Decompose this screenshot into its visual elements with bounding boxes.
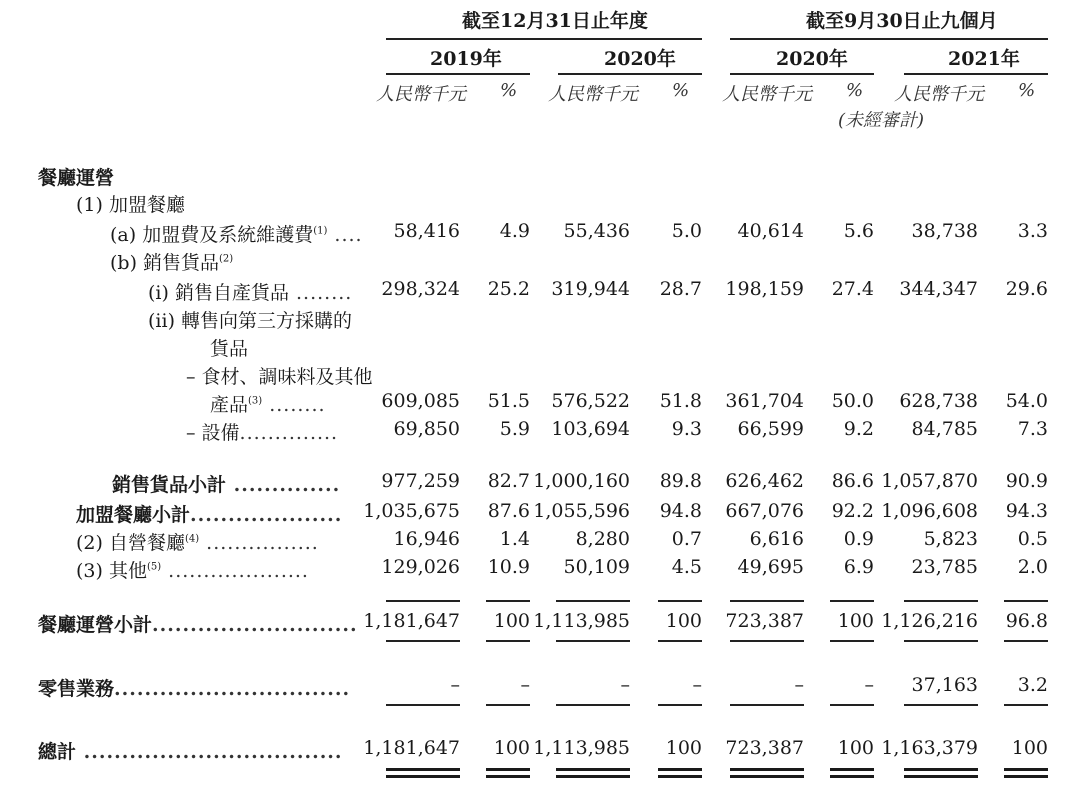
- row-label-self-produced: (i) 銷售自產貨品 ........: [148, 282, 353, 304]
- table-cell: 0.5: [1017, 528, 1048, 550]
- ops-rule-4: [658, 640, 702, 642]
- table-cell: 86.6: [831, 470, 874, 492]
- subtotal-rule-5: [730, 600, 804, 602]
- table-cell: 667,076: [725, 500, 804, 522]
- table-cell: 92.2: [831, 500, 874, 522]
- table-cell: 5.0: [671, 220, 702, 242]
- row-label-goods-subtotal: 銷售貨品小計 ..............: [112, 474, 341, 496]
- table-cell: 9.3: [671, 418, 702, 440]
- table-cell: 1,055,596: [533, 500, 630, 522]
- retail-rule-1: [386, 704, 460, 706]
- table-cell: 94.8: [659, 500, 702, 522]
- table-cell: 100: [493, 737, 530, 759]
- period-year-header: 截至12月31日止年度: [462, 10, 648, 32]
- table-cell: 87.6: [487, 500, 530, 522]
- total-double-rule-5b: [730, 775, 804, 778]
- total-double-rule-3a: [556, 768, 630, 771]
- ops-rule-1: [386, 640, 460, 642]
- total-double-rule-6b: [830, 775, 874, 778]
- total-double-rule-4b: [658, 775, 702, 778]
- table-cell: 27.4: [831, 278, 874, 300]
- subtotal-rule-4: [658, 600, 702, 602]
- table-cell: 100: [493, 610, 530, 632]
- table-cell: 25.2: [487, 278, 530, 300]
- table-cell: 6.9: [843, 556, 874, 578]
- period-year-rule: [386, 38, 702, 40]
- table-cell: 9.2: [843, 418, 874, 440]
- row-label-total: 總計 ..................................: [38, 741, 343, 763]
- table-cell: 94.3: [1005, 500, 1048, 522]
- table-cell: 100: [837, 737, 874, 759]
- table-cell: 6,616: [749, 528, 804, 550]
- table-cell: 1,163,379: [881, 737, 978, 759]
- table-cell: 5.6: [843, 220, 874, 242]
- year-header-2019: 2019年: [430, 48, 502, 70]
- period-nine-month-header: 截至9月30日止九個月: [806, 10, 998, 32]
- table-cell: 28.7: [659, 278, 702, 300]
- table-cell: 50,109: [563, 556, 630, 578]
- unit-rmb-2020: 人民幣千元: [548, 84, 638, 105]
- table-cell: 129,026: [381, 556, 460, 578]
- row-label-resale-goods: 貨品: [210, 338, 249, 360]
- table-cell: 1,181,647: [363, 610, 460, 632]
- unit-rmb-2019: 人民幣千元: [376, 84, 466, 105]
- table-cell: –: [520, 674, 530, 696]
- year-header-2020-nine: 2020年: [776, 48, 848, 70]
- table-cell: 576,522: [551, 390, 630, 412]
- table-cell: 100: [665, 610, 702, 632]
- row-label-retail: 零售業務...............................: [38, 678, 351, 700]
- year-rule-2019: [386, 73, 530, 75]
- table-cell: 5.9: [499, 418, 530, 440]
- total-double-rule-8b: [1004, 775, 1048, 778]
- table-cell: 1,000,160: [533, 470, 630, 492]
- retail-rule-8: [1004, 704, 1048, 706]
- table-cell: 50.0: [831, 390, 874, 412]
- table-cell: 16,946: [393, 528, 460, 550]
- table-cell: 609,085: [381, 390, 460, 412]
- table-cell: 628,738: [899, 390, 978, 412]
- table-cell: 29.6: [1005, 278, 1048, 300]
- retail-rule-2: [486, 704, 530, 706]
- year-rule-2020: [558, 73, 702, 75]
- table-cell: 1,113,985: [533, 737, 630, 759]
- table-cell: –: [692, 674, 702, 696]
- table-cell: 1,057,870: [881, 470, 978, 492]
- table-cell: 344,347: [899, 278, 978, 300]
- table-cell: 1,181,647: [363, 737, 460, 759]
- total-double-rule-7b: [904, 775, 978, 778]
- table-cell: 66,599: [737, 418, 804, 440]
- total-double-rule-4a: [658, 768, 702, 771]
- subtotal-rule-2: [486, 600, 530, 602]
- year-header-2021: 2021年: [948, 48, 1020, 70]
- subtotal-rule-3: [556, 600, 630, 602]
- unit-rmb-2021: 人民幣千元: [894, 84, 984, 105]
- table-cell: 1,096,608: [881, 500, 978, 522]
- subtotal-rule-6: [830, 600, 874, 602]
- ops-rule-5: [730, 640, 804, 642]
- retail-rule-3: [556, 704, 630, 706]
- row-label-ops-subtotal: 餐廳運營小計...........................: [38, 614, 358, 636]
- total-double-rule-5a: [730, 768, 804, 771]
- total-double-rule-7a: [904, 768, 978, 771]
- table-cell: 1,035,675: [363, 500, 460, 522]
- table-cell: 977,259: [381, 470, 460, 492]
- table-cell: 55,436: [563, 220, 630, 242]
- table-cell: 10.9: [487, 556, 530, 578]
- total-double-rule-6a: [830, 768, 874, 771]
- table-cell: 37,163: [911, 674, 978, 696]
- table-cell: 626,462: [725, 470, 804, 492]
- row-label-ingredients: – 食材、調味料及其他: [186, 366, 373, 388]
- table-cell: 0.9: [843, 528, 874, 550]
- row-label-franchise-fees: (a) 加盟費及系統維護費$^{(1)}$ ....: [110, 224, 363, 246]
- retail-rule-6: [830, 704, 874, 706]
- ops-rule-3: [556, 640, 630, 642]
- table-cell: 5,823: [923, 528, 978, 550]
- table-cell: 723,387: [725, 610, 804, 632]
- total-double-rule-8a: [1004, 768, 1048, 771]
- year-rule-2020-nine: [730, 73, 874, 75]
- table-cell: 89.8: [659, 470, 702, 492]
- total-double-rule-3b: [556, 775, 630, 778]
- row-label-self-operated: (2) 自營餐廳$^{(4)}$ ................: [76, 532, 319, 554]
- total-double-rule-2b: [486, 775, 530, 778]
- table-cell: 58,416: [393, 220, 460, 242]
- table-cell: 96.8: [1005, 610, 1048, 632]
- row-label-restaurant-ops: 餐廳運營: [38, 167, 115, 189]
- subtotal-rule-8: [1004, 600, 1048, 602]
- unit-pct-2020: %: [672, 80, 690, 101]
- row-label-resale: (ii) 轉售向第三方採購的: [148, 310, 353, 332]
- unaudited-note: (未經審計): [838, 110, 925, 131]
- table-cell: 100: [837, 610, 874, 632]
- table-cell: 38,738: [911, 220, 978, 242]
- table-cell: 2.0: [1017, 556, 1048, 578]
- table-cell: 3.3: [1017, 220, 1048, 242]
- total-double-rule-2a: [486, 768, 530, 771]
- table-cell: 361,704: [725, 390, 804, 412]
- unit-pct-2019: %: [500, 80, 518, 101]
- table-cell: 0.7: [671, 528, 702, 550]
- table-cell: 7.3: [1017, 418, 1048, 440]
- table-cell: 82.7: [487, 470, 530, 492]
- table-cell: 103,694: [551, 418, 630, 440]
- row-label-products: 產品$^{(3)}$ ........: [210, 394, 326, 416]
- table-cell: 198,159: [725, 278, 804, 300]
- row-label-franchise: (1) 加盟餐廳: [76, 194, 185, 216]
- table-cell: –: [450, 674, 460, 696]
- year-rule-2021: [904, 73, 1048, 75]
- subtotal-rule-1: [386, 600, 460, 602]
- table-cell: 54.0: [1005, 390, 1048, 412]
- period-nine-rule: [730, 38, 1048, 40]
- unit-pct-2020-nine: %: [846, 80, 864, 101]
- ops-rule-8: [1004, 640, 1048, 642]
- table-cell: 69,850: [393, 418, 460, 440]
- table-cell: 23,785: [911, 556, 978, 578]
- unit-rmb-2020-nine: 人民幣千元: [722, 84, 812, 105]
- table-cell: 298,324: [381, 278, 460, 300]
- ops-rule-6: [830, 640, 874, 642]
- table-cell: –: [864, 674, 874, 696]
- ops-rule-2: [486, 640, 530, 642]
- subtotal-rule-7: [904, 600, 978, 602]
- table-cell: 319,944: [551, 278, 630, 300]
- retail-rule-5: [730, 704, 804, 706]
- table-cell: 4.9: [499, 220, 530, 242]
- table-cell: 51.8: [659, 390, 702, 412]
- table-cell: 723,387: [725, 737, 804, 759]
- table-cell: 4.5: [671, 556, 702, 578]
- table-cell: 100: [665, 737, 702, 759]
- row-label-sale-goods: (b) 銷售貨品$^{(2)}$: [110, 252, 234, 274]
- table-cell: 40,614: [737, 220, 804, 242]
- row-label-others: (3) 其他$^{(5)}$ ....................: [76, 560, 309, 582]
- retail-rule-4: [658, 704, 702, 706]
- table-cell: 84,785: [911, 418, 978, 440]
- total-double-rule-1a: [386, 768, 460, 771]
- table-cell: –: [620, 674, 630, 696]
- table-cell: 51.5: [487, 390, 530, 412]
- retail-rule-7: [904, 704, 978, 706]
- table-cell: –: [794, 674, 804, 696]
- table-cell: 100: [1011, 737, 1048, 759]
- year-header-2020: 2020年: [604, 48, 676, 70]
- table-cell: 1.4: [499, 528, 530, 550]
- table-cell: 8,280: [575, 528, 630, 550]
- table-cell: 3.2: [1017, 674, 1048, 696]
- unit-pct-2021: %: [1018, 80, 1036, 101]
- table-cell: 1,113,985: [533, 610, 630, 632]
- table-cell: 1,126,216: [881, 610, 978, 632]
- row-label-franchise-subtotal: 加盟餐廳小計....................: [76, 504, 343, 526]
- row-label-equipment: – 設備..............: [186, 422, 339, 444]
- table-cell: 49,695: [737, 556, 804, 578]
- total-double-rule-1b: [386, 775, 460, 778]
- table-cell: 90.9: [1005, 470, 1048, 492]
- ops-rule-7: [904, 640, 978, 642]
